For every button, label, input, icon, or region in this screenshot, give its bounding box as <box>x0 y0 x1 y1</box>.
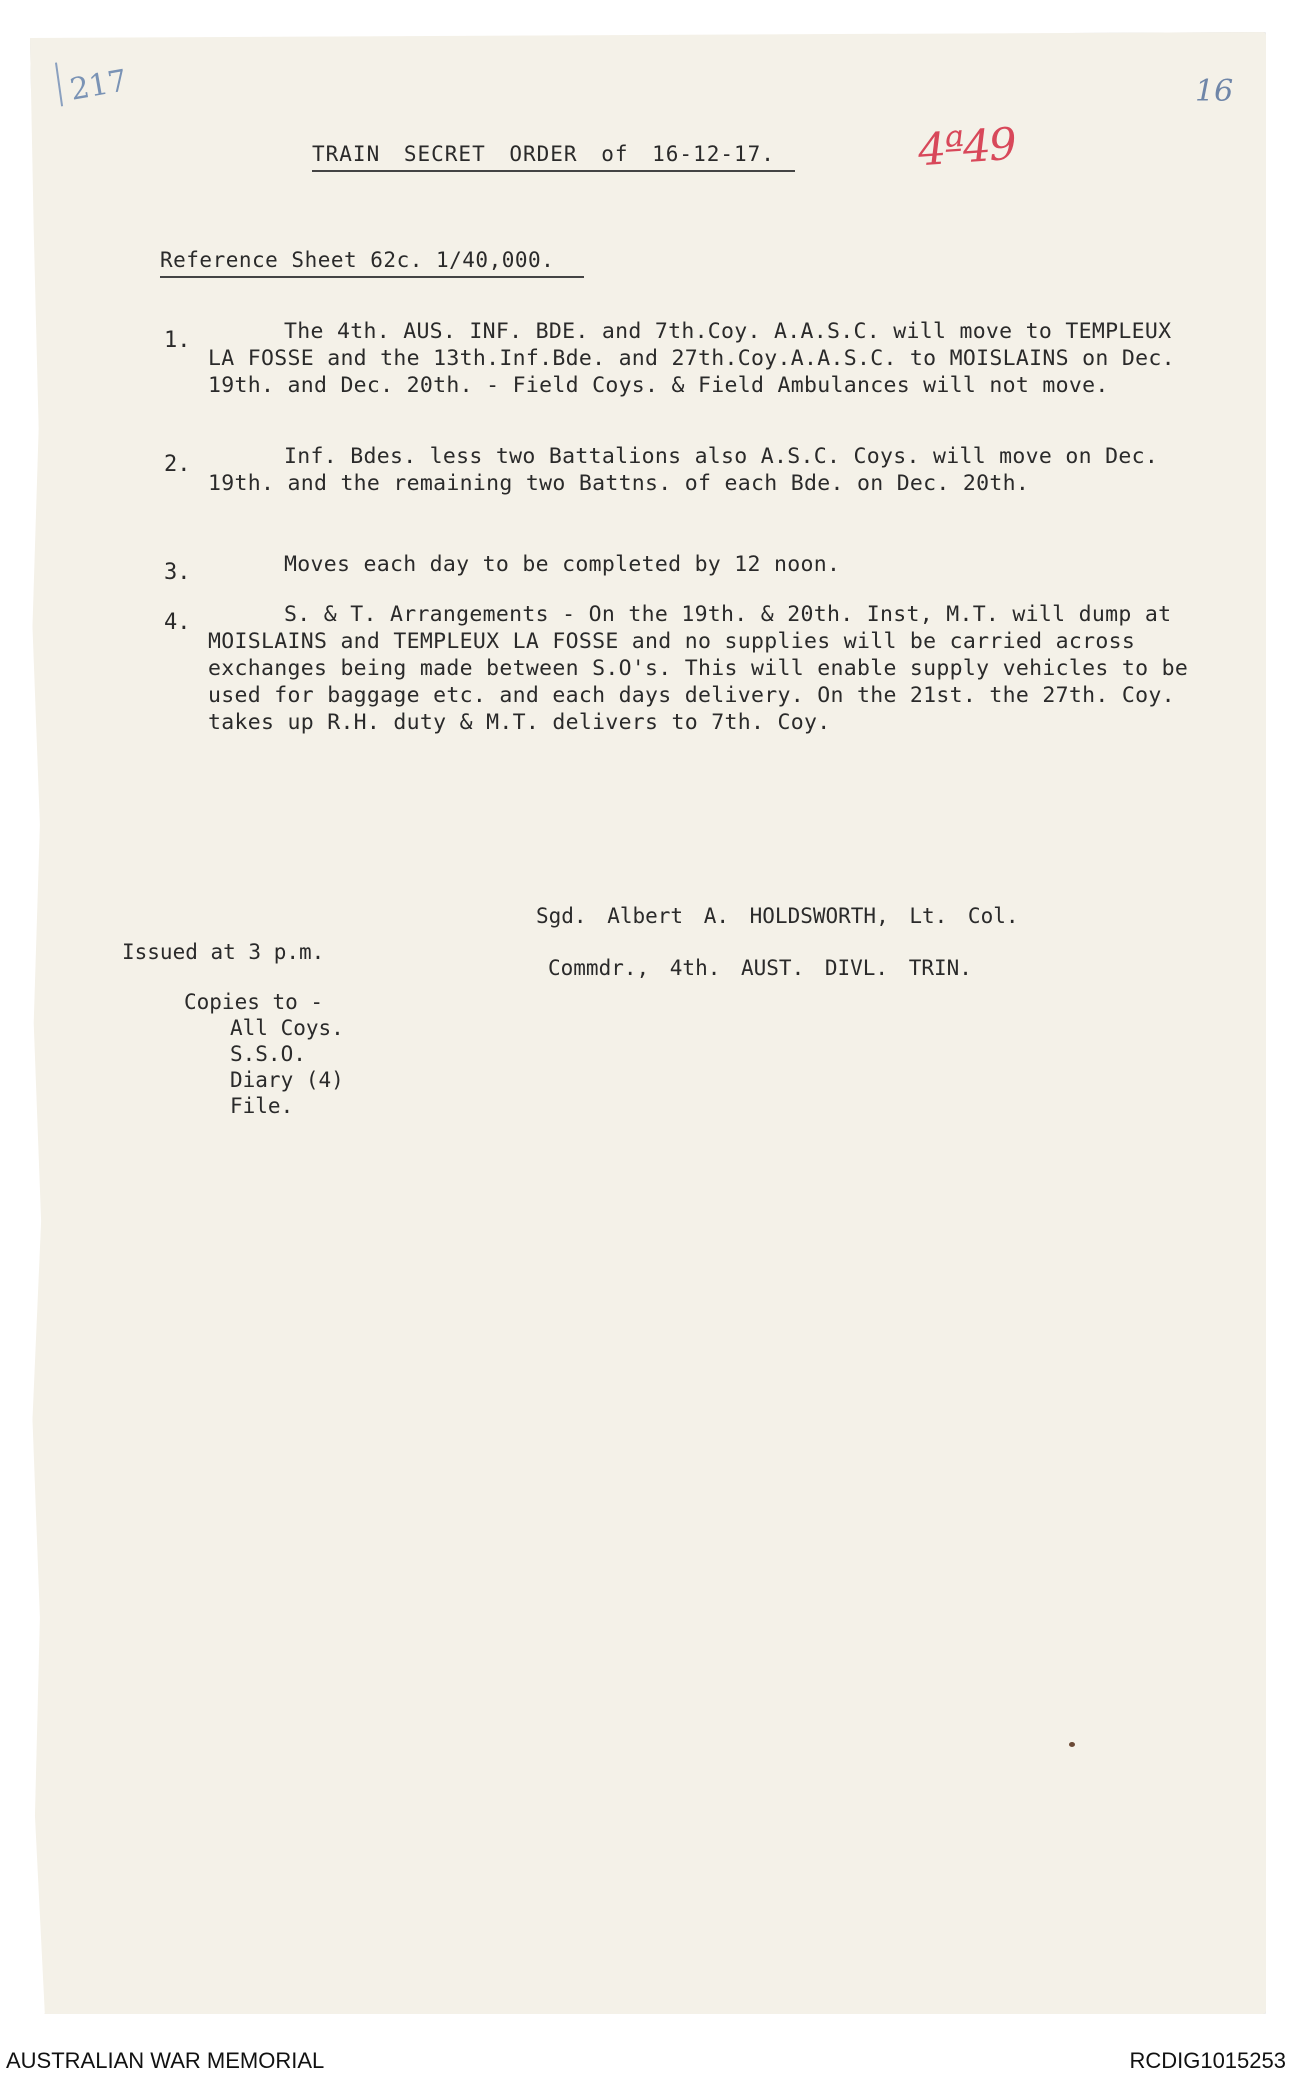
copies-label: Copies to - <box>184 990 324 1014</box>
issued-time: Issued at 3 p.m. <box>122 940 325 964</box>
list-item: All Coys. <box>230 1016 344 1040</box>
list-item: File. <box>230 1094 294 1118</box>
paragraph-number: 2. <box>164 452 191 477</box>
paragraph-number: 4. <box>164 610 191 635</box>
paragraph-text: Inf. Bdes. less two Battalions also A.S.C. Coys. will move on Dec. 19th. and the remaining two Battns. of each Bde. on Dec. 20th. <box>208 444 1159 496</box>
list-item: Diary (4) <box>230 1068 344 1092</box>
command-line: Commdr., 4th. AUST. DIVL. TRIN. <box>548 956 972 980</box>
paper-speck <box>1069 1742 1075 1747</box>
copies-list <box>230 1015 344 1119</box>
map-reference: Reference Sheet 62c. 1/40,000. <box>160 248 584 278</box>
paragraph-number: 1. <box>164 328 191 353</box>
list-item: S.S.O. <box>230 1042 306 1066</box>
paragraph-text: Moves each day to be completed by 12 noon. <box>284 552 841 577</box>
document-title: TRAIN SECRET ORDER of 16-12-17. <box>312 142 795 172</box>
folio-number: 16 <box>1195 74 1234 109</box>
paragraph-text: The 4th. AUS. INF. BDE. and 7th.Coy. A.A.S.C. will move to TEMPLEUX LA FOSSE and the 13th.Inf.Bde. and 27th.Coy.A.A.S.C. to MOISLAINS on Dec. 19th. and Dec. 20th. - Field Coys. & Field Ambulances will not move. <box>208 319 1175 398</box>
paragraph-text: S. & T. Arrangements - On the 19th. & 20th. Inst, M.T. will dump at MOISLAINS and TEMPLEUX LA FOSSE and no supplies will be carried across exchanges being made between S.O's. This will enable supply vehicles to be used for baggage etc. and each days delivery. On the 21st. the 27th. Coy. takes up R.H. duty & M.T. delivers to 7th. Coy. <box>208 602 1189 735</box>
paragraph-number: 3. <box>164 560 191 585</box>
footer-record-id: RCDIG1015253 <box>1129 2048 1286 2073</box>
footer-institution: AUSTRALIAN WAR MEMORIAL <box>6 2048 325 2073</box>
signature-line: Sgd. Albert A. HOLDSWORTH, Lt. Col. <box>536 904 1019 928</box>
archive-number: 217 <box>67 63 130 108</box>
red-annotation: 4ª49 <box>916 118 1017 177</box>
